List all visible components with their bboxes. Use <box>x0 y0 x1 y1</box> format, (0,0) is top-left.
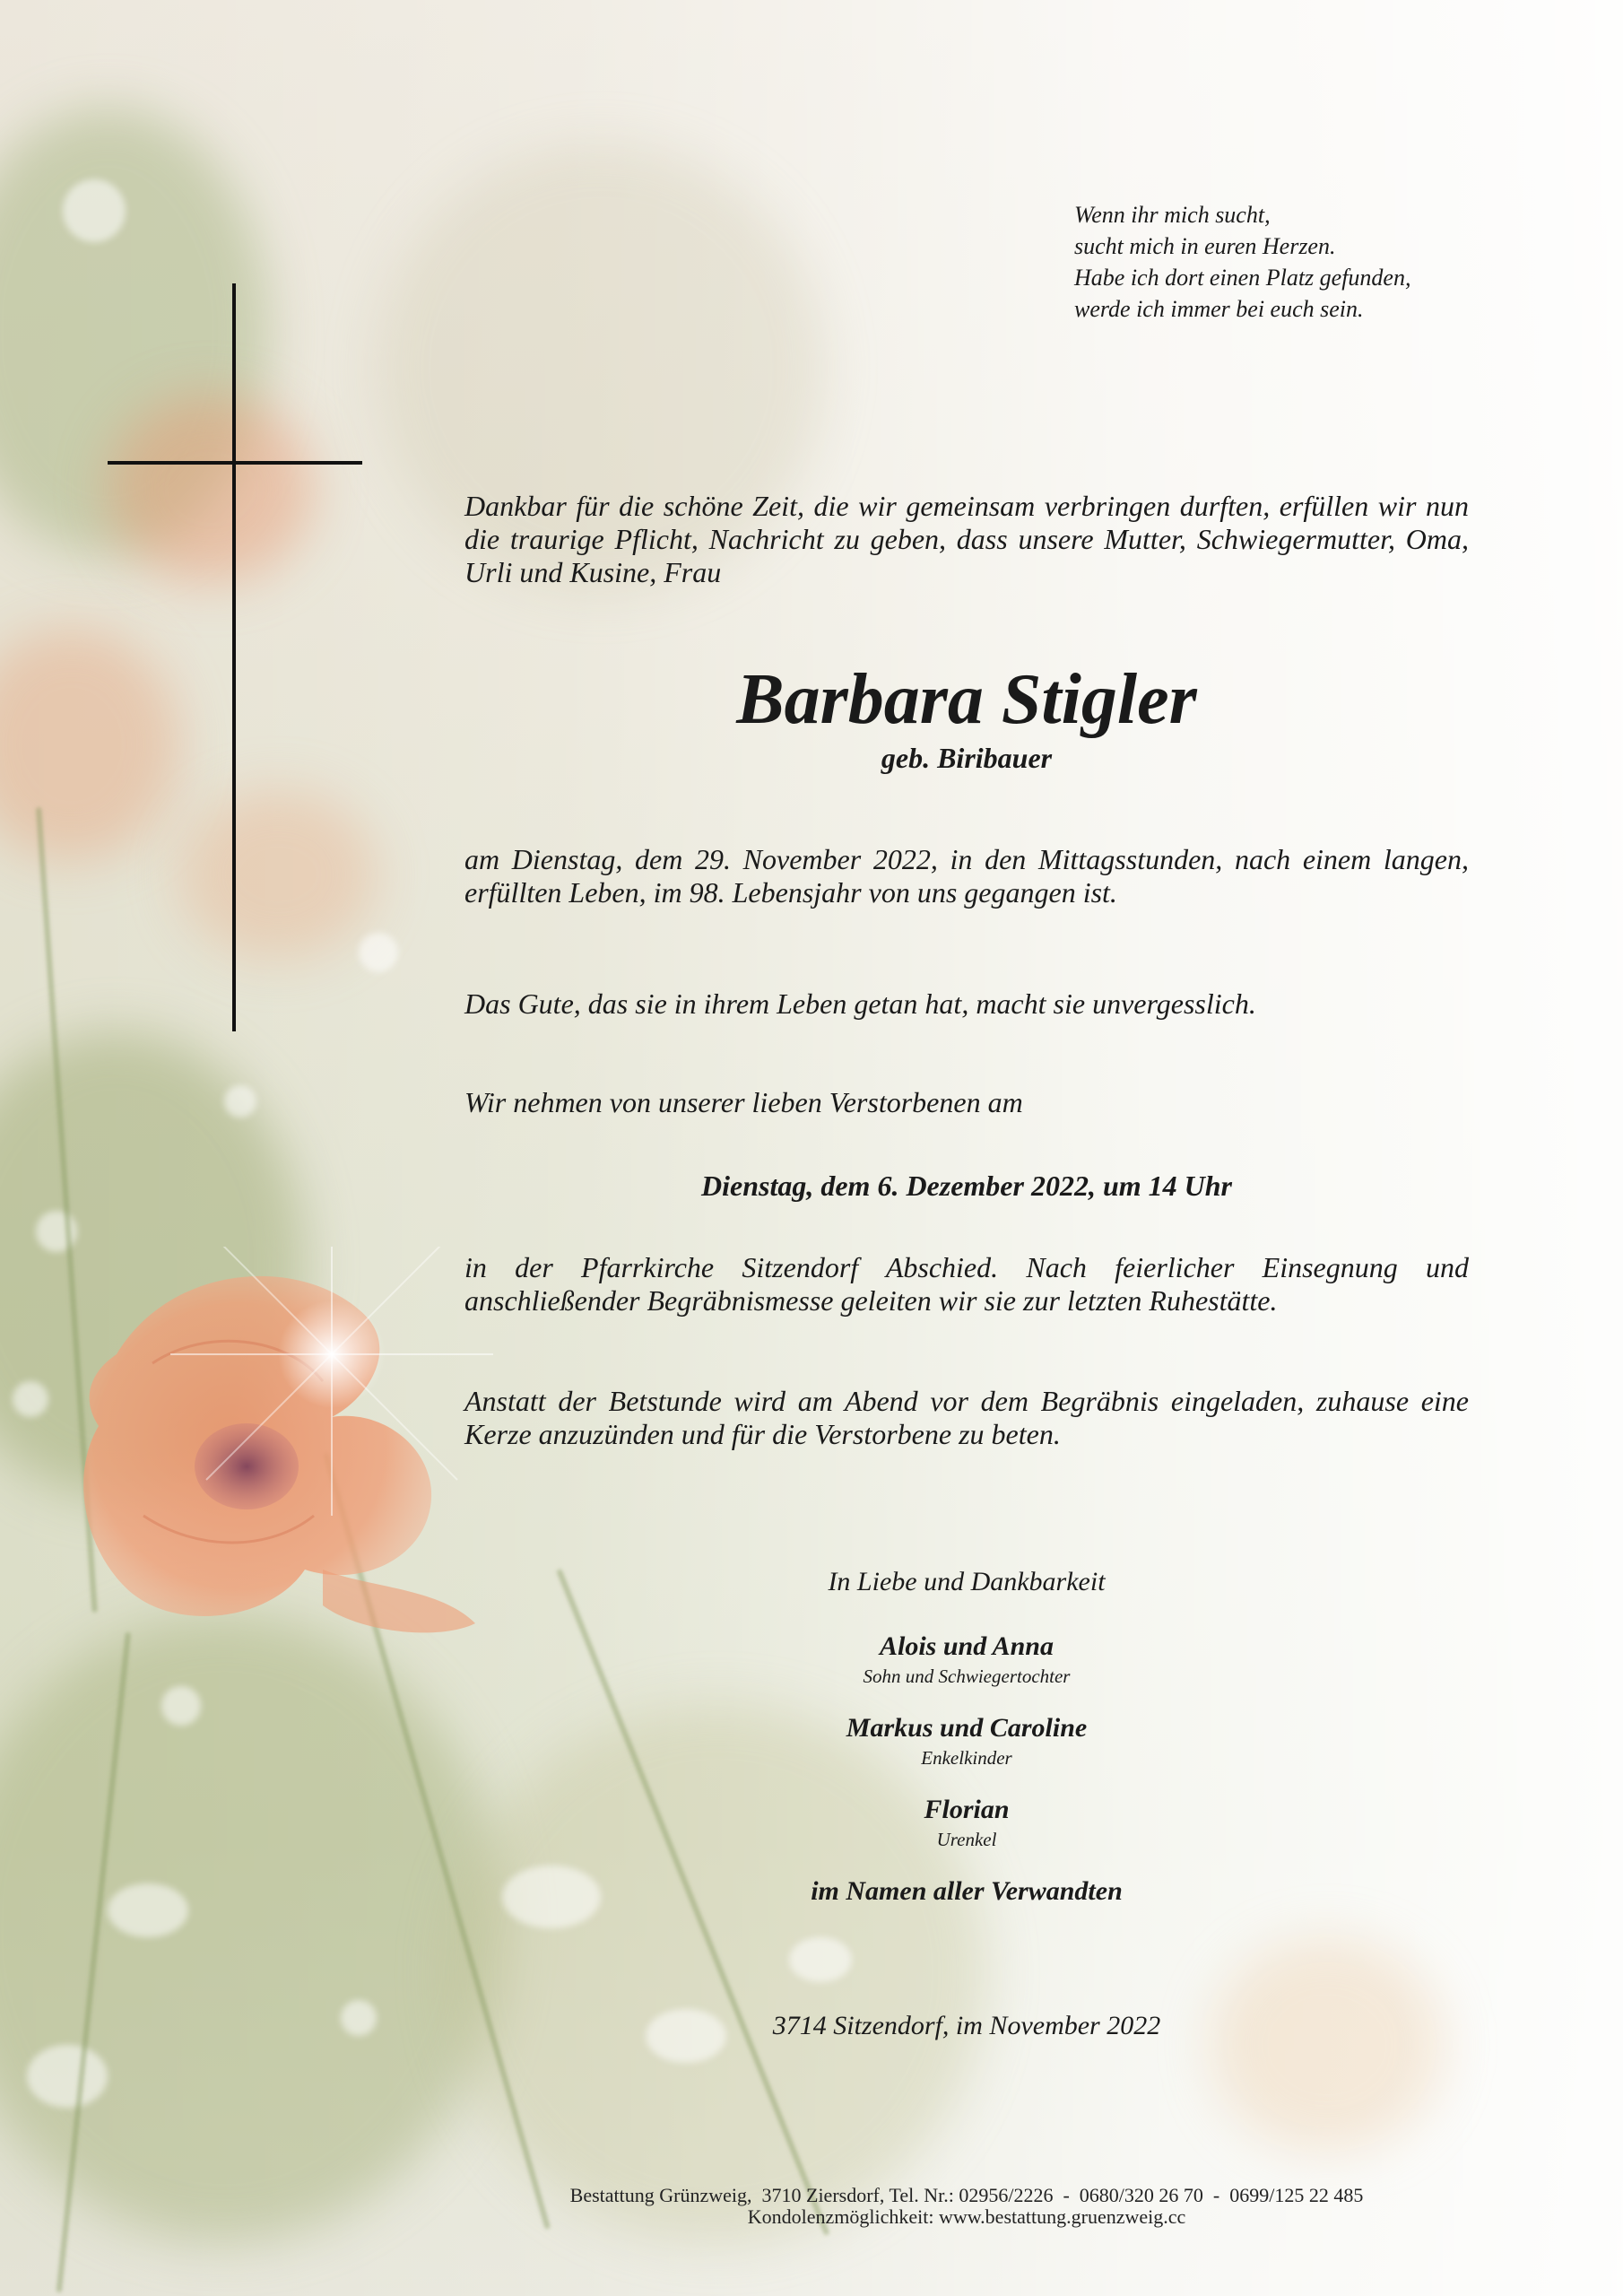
poppy-flower-image <box>63 1247 529 1659</box>
mourner-relation: Enkelkinder <box>921 1747 1012 1769</box>
mourner-names: Markus und Caroline <box>846 1713 1088 1743</box>
maiden-name: geb. Biribauer <box>881 742 1053 774</box>
cross-vertical-bar <box>232 283 236 1031</box>
mourner-relation: Urenkel <box>936 1829 997 1850</box>
mourner-names: Alois und Anna <box>880 1631 1054 1661</box>
church-paragraph: in der Pfarrkirche Sitzendorf Abschied. Nach feierlicher Einsegnung und anschließender Begräbnismesse geleiten wir sie zur letzten Ruhestätte. <box>464 1251 1469 1317</box>
funeral-date: Dienstag, dem 6. Dezember 2022, um 14 Uhr <box>701 1170 1232 1202</box>
poem-line: Habe ich dort einen Platz gefunden, <box>1074 265 1411 291</box>
footer-contact: Bestattung Grünzweig, 3710 Ziersdorf, Tel. Nr.: 02956/2226 - 0680/320 26 70 - 0699/125 22 485 <box>569 2184 1364 2206</box>
place-date: 3714 Sitzendorf, im November 2022 <box>772 2011 1161 2040</box>
poem <box>1074 199 1541 325</box>
poem-line: sucht mich in euren Herzen. <box>1074 233 1336 259</box>
footer-condolence: Kondolenzmöglichkeit: www.bestattung.gruenzweig.cc <box>747 2205 1186 2228</box>
mourner-names: Florian <box>924 1795 1010 1824</box>
cross-horizontal-bar <box>108 461 362 465</box>
poem-line: werde ich immer bei euch sein. <box>1074 296 1364 322</box>
death-notice-paragraph: am Dienstag, dem 29. November 2022, in den Mittagsstunden, nach einem langen, erfüllten Leben, im 98. Lebensjahr von uns gegangen ist. <box>464 843 1469 909</box>
relatives-text: im Namen aller Verwandten <box>811 1876 1123 1906</box>
mourner-relation: Sohn und Schwiegertochter <box>863 1665 1071 1687</box>
good-deeds-text: Das Gute, das sie in ihrem Leben getan hat, macht sie unvergesslich. <box>464 987 1256 1020</box>
farewell-intro-text: Wir nehmen von unserer lieben Verstorbenen am <box>464 1086 1023 1118</box>
poem-line: Wenn ihr mich sucht, <box>1074 202 1271 228</box>
deceased-name: Barbara Stigler <box>736 660 1197 739</box>
closing-text: In Liebe und Dankbarkeit <box>828 1567 1106 1596</box>
funeral-home-footer <box>375 2185 1558 2228</box>
prayer-paragraph: Anstatt der Betstunde wird am Abend vor dem Begräbnis eingeladen, zuhause eine Kerze anzuzünden und für die Verstorbene zu beten. <box>464 1385 1469 1450</box>
intro-paragraph: Dankbar für die schöne Zeit, die wir gemeinsam verbringen durften, erfüllen wir nun die traurige Pflicht, Nachricht zu geben, dass unsere Mutter, Schwiegermutter, Oma, Urli und Kusine, Frau <box>464 490 1469 588</box>
